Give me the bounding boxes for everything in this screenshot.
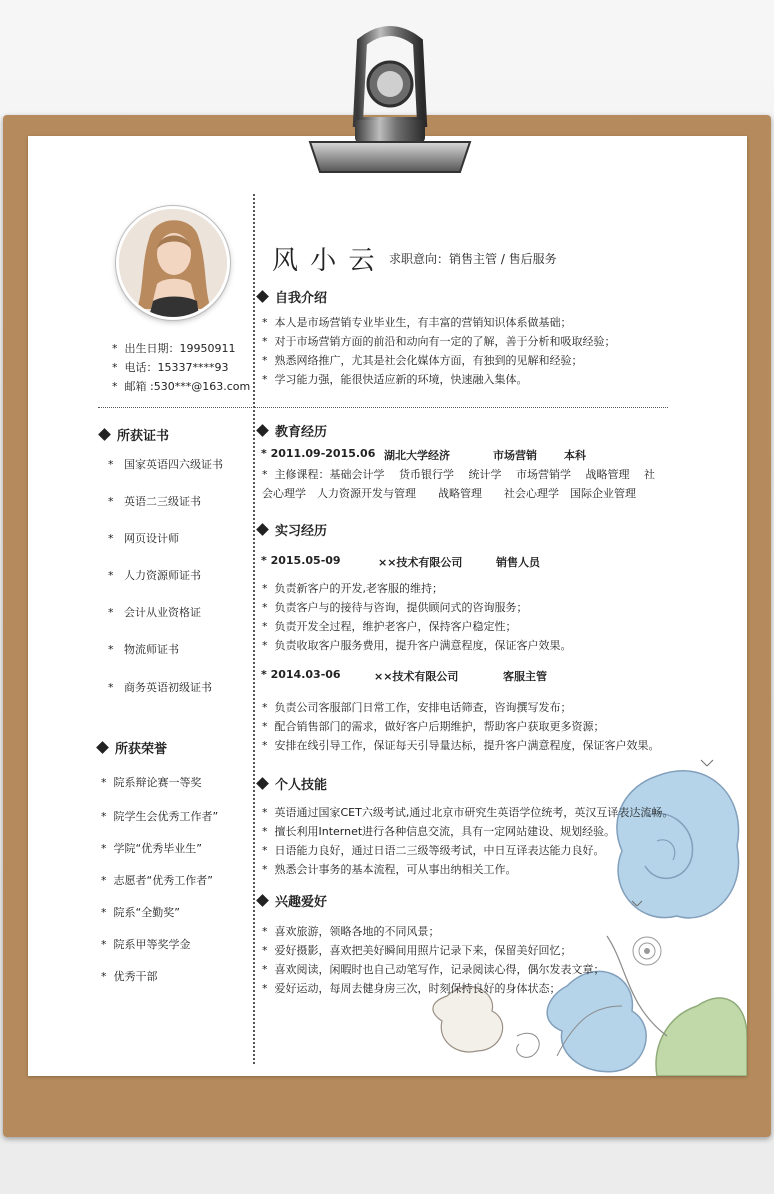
diamond-icon: [256, 424, 269, 437]
honor-item: * 院学生会优秀工作者”: [101, 810, 219, 823]
diamond-icon: [256, 777, 269, 790]
education-school: 湖北大学经济: [384, 449, 450, 462]
hobby-item: * 喜欢阅读，闲暇时也自己动笔写作，记录阅读心得，偶尔发表文章；: [262, 963, 605, 976]
experience-title: 实习经历: [258, 520, 327, 539]
job-objective: 求职意向：销售主管 / 售后服务: [389, 252, 557, 266]
job-duty: * 负责收取客户服务费用，提升客户满意程度，保证客户效果。: [262, 639, 572, 652]
job-duty: * 负责客户与的接待与咨询，提供顾问式的咨询服务；: [262, 601, 528, 614]
job-duty: * 负责开发全过程，维护老客户，保持客户稳定性；: [262, 620, 517, 633]
job-period: * 2014.03-06: [261, 668, 341, 681]
honor-item: * 院系辩论赛一等奖: [101, 776, 202, 789]
honor-item: * 志愿者“优秀工作者”: [101, 874, 213, 887]
job-position: 客服主管: [503, 670, 547, 683]
certificate-item: * 商务英语初级证书: [108, 681, 212, 694]
education-courses: * 主修课程：基础会计学 货币银行学 统计学 市场营销学 战略管理 社: [262, 468, 655, 481]
resume-paper: [28, 136, 747, 1076]
diamond-icon: [98, 428, 111, 441]
portrait-icon: [119, 209, 227, 317]
certificates-title: 所获证书: [100, 425, 169, 444]
education-title: 教育经历: [258, 421, 327, 440]
candidate-name: 风 小 云: [272, 246, 377, 276]
intro-item: * 对于市场营销方面的前沿和动向有一定的了解，善于分析和吸取经验；: [262, 335, 616, 348]
contact-phone: * 电话：15337****93: [112, 361, 229, 374]
hobby-item: * 爱好摄影，喜欢把美好瞬间用照片记录下来，保留美好回忆；: [262, 944, 572, 957]
skill-item: * 日语能力良好，通过日语二三级等级考试，中日互译表达能力良好。: [262, 844, 605, 857]
skills-title: 个人技能: [258, 774, 327, 793]
horizontal-divider: [98, 407, 668, 408]
hobbies-title: 兴趣爱好: [258, 891, 327, 910]
hobby-item: * 喜欢旅游，领略各地的不同风景；: [262, 925, 440, 938]
job-duty: * 负责公司客服部门日常工作，安排电话筛查，咨询撰写发布；: [262, 701, 572, 714]
certificate-item: * 英语二三级证书: [108, 495, 201, 508]
job-company: ××技术有限公司: [378, 556, 463, 569]
certificate-item: * 会计从业资格证: [108, 606, 201, 619]
job-duty: * 配合销售部门的需求，做好客户后期维护，帮助客户获取更多资源；: [262, 720, 605, 733]
honors-title: 所获荣誉: [98, 738, 167, 757]
job-duty: * 安排在线引导工作，保证每天引导量达标，提升客户满意程度，保证客户效果。: [262, 739, 660, 752]
diamond-icon: [256, 523, 269, 536]
binder-clip-icon: [300, 22, 480, 177]
contact-birthdate: * 出生日期：19950911: [112, 342, 236, 355]
skill-item: * 熟悉会计事务的基本流程，可从事出纳相关工作。: [262, 863, 517, 876]
job-period: * 2015.05-09: [261, 554, 341, 567]
honor-item: * 院系甲等奖学金: [101, 938, 191, 951]
hobby-item: * 爱好运动，每周去健身房三次，时刻保持良好的身体状态；: [262, 982, 561, 995]
honor-item: * 学院“优秀毕业生”: [101, 842, 202, 855]
skill-item: * 擅长利用Internet进行各种信息交流，具有一定网站建设、规划经验。: [262, 825, 616, 838]
education-period: * 2011.09-2015.06: [261, 447, 376, 460]
avatar: [116, 206, 230, 320]
diamond-icon: [256, 290, 269, 303]
honor-item: * 院系“全勤奖”: [101, 906, 180, 919]
education-degree: 本科: [564, 449, 586, 462]
job-company: ××技术有限公司: [374, 670, 459, 683]
vertical-divider: [253, 194, 255, 1064]
intro-item: * 学习能力强，能很快适应新的环境，快速融入集体。: [262, 373, 528, 386]
skill-item: * 英语通过国家CET六级考试,通过北京市研究生英语学位统考，英汉互译表达流畅。: [262, 806, 674, 819]
job-position: 销售人员: [496, 556, 540, 569]
intro-title: 自我介绍: [258, 287, 327, 306]
education-major: 市场营销: [493, 449, 537, 462]
certificate-item: * 网页设计师: [108, 532, 179, 545]
intro-item: * 本人是市场营销专业毕业生，有丰富的营销知识体系做基础；: [262, 316, 572, 329]
diamond-icon: [96, 741, 109, 754]
intro-item: * 熟悉网络推广，尤其是社会化媒体方面，有独到的见解和经验；: [262, 354, 583, 367]
job-duty: * 负责新客户的开发,老客服的维持；: [262, 582, 443, 595]
certificate-item: * 人力资源师证书: [108, 569, 201, 582]
honor-item: * 优秀干部: [101, 970, 158, 983]
education-courses-cont: 会心理学 人力资源开发与管理 战略管理 社会心理学 国际企业管理: [262, 487, 636, 500]
certificate-item: * 物流师证书: [108, 643, 179, 656]
certificate-item: * 国家英语四六级证书: [108, 458, 223, 471]
diamond-icon: [256, 894, 269, 907]
contact-email: * 邮箱 :530***@163.com: [112, 380, 251, 393]
